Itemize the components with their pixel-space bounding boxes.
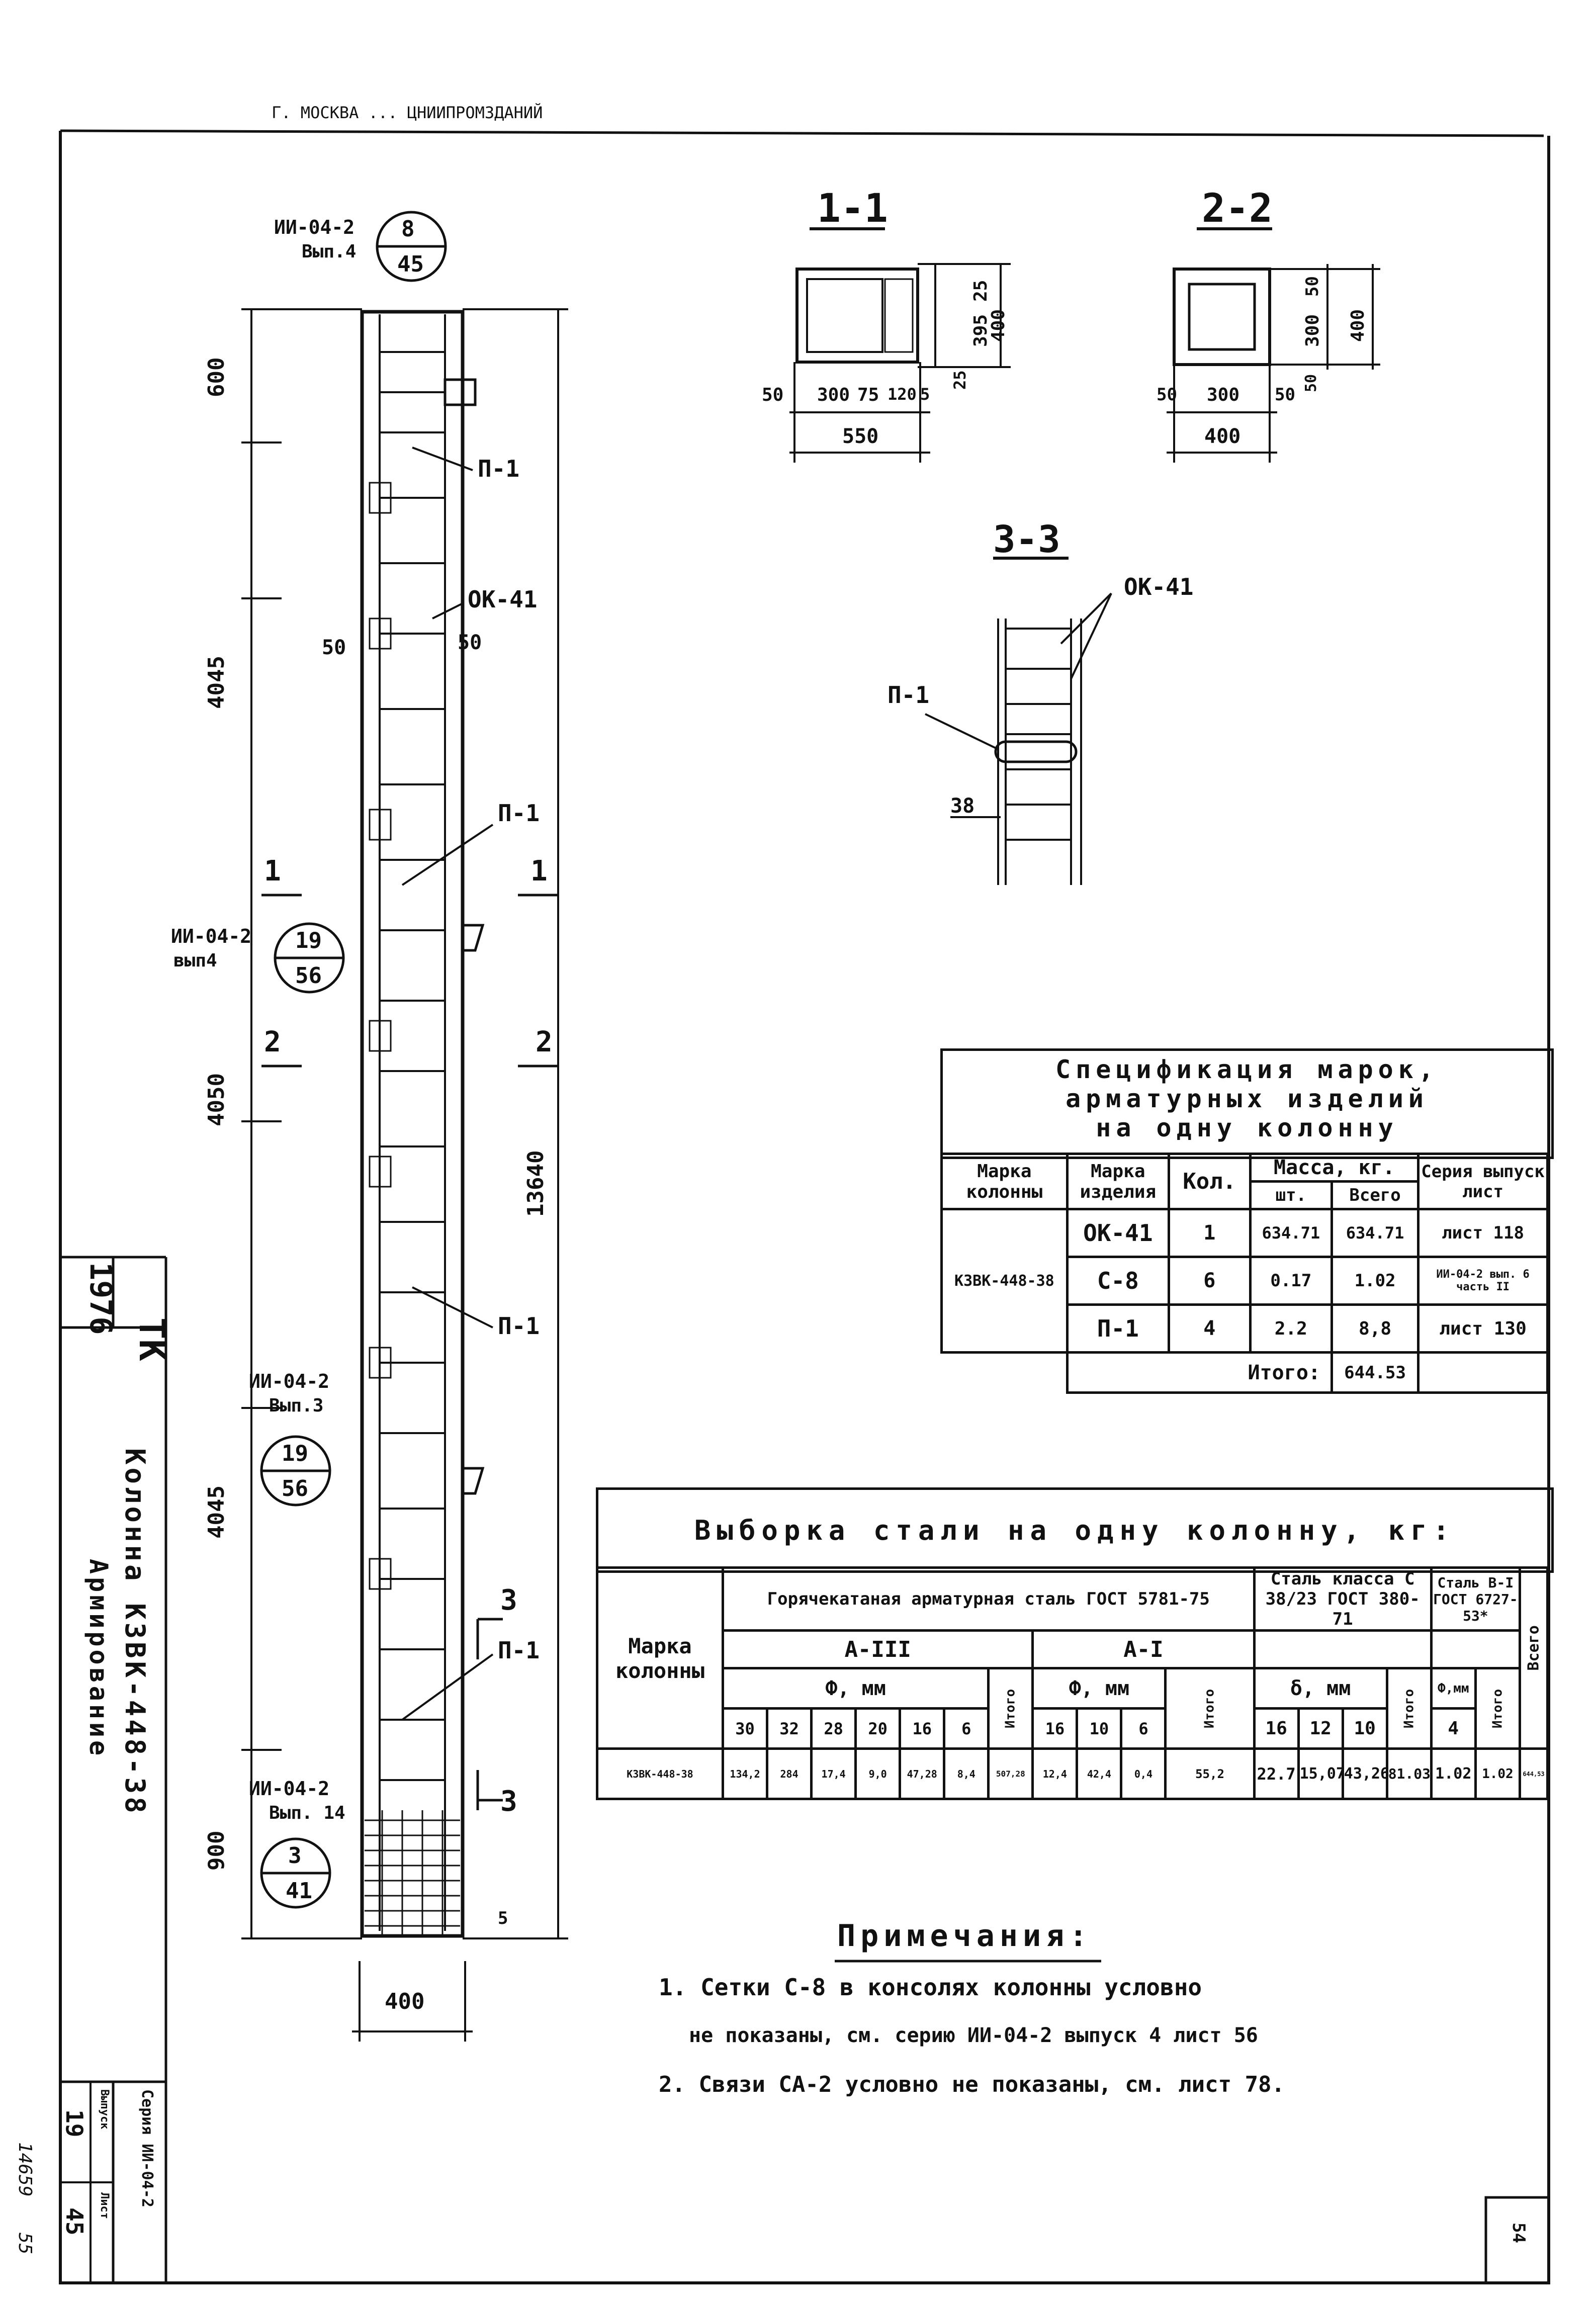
stamp-series: Серия ИИ-04-2 <box>138 2089 156 2207</box>
ref-num: 19 <box>295 928 322 953</box>
th-delta: 12 <box>1298 1709 1343 1749</box>
dim-text: 395 <box>970 314 991 347</box>
stamp-title-line2: Армирование <box>84 1559 113 1759</box>
th-item-mark: Марка изделия <box>1067 1154 1169 1209</box>
ref-series: ИИ-04-2 <box>274 216 355 238</box>
height-dim: 4050 <box>204 1073 229 1126</box>
note-line: 1. Сетки С-8 в консолях колонны условно <box>659 1974 1202 2001</box>
th-mass-total: Всего <box>1332 1182 1418 1209</box>
th-dia: 28 <box>812 1709 856 1749</box>
cell-total: 55,2 <box>1166 1749 1254 1799</box>
ref-issue: Вып.3 <box>269 1395 324 1416</box>
cell-value: 8,4 <box>944 1749 989 1799</box>
th-bi-dia: 4 <box>1431 1709 1475 1749</box>
dim-text: 25 <box>950 370 969 390</box>
dim-text: 120 <box>888 385 917 404</box>
th-class-steel: Сталь класса С 38/23 ГОСТ 380-71 <box>1254 1568 1431 1631</box>
th-total: Итого <box>1166 1668 1254 1749</box>
label-p1: П-1 <box>498 800 540 827</box>
cell-qty: 4 <box>1169 1305 1250 1353</box>
section-3-3-title: 3-3 <box>993 518 1060 561</box>
dim-text: 300 <box>1302 314 1323 347</box>
th-dia: 6 <box>944 1709 989 1749</box>
height-dim: 4045 <box>204 1485 229 1539</box>
section-mark: 3 <box>500 1785 517 1818</box>
cell-total-label: Итого: <box>1067 1353 1332 1393</box>
dim-text: 5 <box>920 385 930 404</box>
table-row <box>942 1209 1548 1257</box>
stamp-org: ТК <box>131 1317 173 1361</box>
th-a1: А-I <box>1033 1631 1254 1668</box>
th-total: Итого <box>1475 1668 1520 1749</box>
th-phi-mm2: Ф,мм <box>1431 1668 1475 1709</box>
ref-series: ИИ-04-2 <box>249 1778 330 1800</box>
section-mark: 2 <box>536 1026 553 1058</box>
stamp-sheet-label: Лист <box>98 2192 111 2219</box>
stamp-issue: 19 <box>61 2109 88 2138</box>
stamp-year: 1976 <box>83 1262 118 1335</box>
cell-total: 1.02 <box>1332 1257 1418 1305</box>
notes-title: Примечания: <box>837 1918 1093 1954</box>
ref-num: 19 <box>282 1441 308 1466</box>
ref-num: 3 <box>288 1843 302 1869</box>
archive-number: 14659 <box>15 2142 35 2197</box>
section-mark: 3 <box>500 1584 517 1617</box>
cell-qty: 1 <box>1169 1209 1250 1257</box>
cell-grand-total: 644,53 <box>1520 1749 1548 1799</box>
th-phi-mm: Ф, мм <box>1033 1668 1166 1709</box>
ref-series: ИИ-04-2 <box>171 925 252 947</box>
cell-value: 42,4 <box>1077 1749 1121 1799</box>
total-height-dim: 13640 <box>523 1150 549 1217</box>
section-1-1-title: 1-1 <box>817 186 888 231</box>
height-dim: 900 <box>204 1830 229 1871</box>
stamp-issue-label: Выпуск <box>98 2089 111 2130</box>
gap-dim: 5 <box>498 1908 508 1928</box>
cell-column-mark: К3ВК-448-38 <box>942 1209 1068 1353</box>
label-p1: П-1 <box>478 455 520 482</box>
section-mark: 2 <box>264 1026 281 1058</box>
dim-text: 400 <box>1204 425 1241 448</box>
dim-text: 400 <box>1348 309 1368 342</box>
table-row <box>597 1749 1548 1799</box>
section-2-2-title: 2-2 <box>1202 186 1273 231</box>
cell-total: 507,28 <box>989 1749 1033 1799</box>
th-a3: А-III <box>723 1631 1033 1668</box>
th-qty: Кол. <box>1169 1154 1250 1209</box>
stamp-title-line1: Колонна К3ВК-448-38 <box>119 1448 151 1816</box>
steel-table <box>596 1566 1549 1800</box>
th-delta: 16 <box>1254 1709 1298 1749</box>
th-dia: 10 <box>1077 1709 1121 1749</box>
cell-column-mark: К3ВК-448-38 <box>597 1749 723 1799</box>
th-column-mark: Марка колонны <box>942 1154 1068 1209</box>
th-delta: 10 <box>1343 1709 1387 1749</box>
label-38: 38 <box>950 794 975 818</box>
th-dia: 6 <box>1121 1709 1166 1749</box>
cell-value: 22.7 <box>1254 1749 1298 1799</box>
cell-unit: 0.17 <box>1250 1257 1332 1305</box>
dim-text: 25 <box>970 280 991 302</box>
cell-unit: 2.2 <box>1250 1305 1332 1353</box>
column-outline <box>362 312 463 1936</box>
dim-text: 550 <box>842 425 879 448</box>
section-mark: 1 <box>264 855 281 888</box>
cell-value: 284 <box>767 1749 812 1799</box>
cell-qty: 6 <box>1169 1257 1250 1305</box>
th-phi-mm: Ф, мм <box>723 1668 989 1709</box>
th-bi-steel: Сталь В-I ГОСТ 6727-53* <box>1431 1568 1520 1631</box>
ref-sheet: 56 <box>282 1476 308 1501</box>
dim-text: 50 <box>1302 276 1322 297</box>
spec-table-title: Спецификация марок, арматурных изделий на одну колонну <box>940 1048 1554 1159</box>
th-delta-mm: δ, мм <box>1254 1668 1387 1709</box>
corner-number: 54 <box>1509 2223 1529 2243</box>
section-mark: 1 <box>530 855 548 888</box>
note-line: не показаны, см. серию ИИ-04-2 выпуск 4 лист 56 <box>689 2024 1258 2047</box>
note-line: 2. Связи СА-2 условно не показаны, см. лист 78. <box>659 2072 1285 2097</box>
cell-value: 12,4 <box>1033 1749 1077 1799</box>
dim-text: 300 <box>817 385 850 405</box>
label-p1: П-1 <box>888 681 930 709</box>
th-mass: Масса, кг. <box>1250 1154 1418 1182</box>
cell-value: 15,07 <box>1298 1749 1343 1799</box>
ref-sheet: 45 <box>397 251 424 277</box>
table-total-row <box>942 1353 1548 1393</box>
label-50: 50 <box>322 636 346 659</box>
dim-text: 50 <box>1275 385 1295 405</box>
cell-total: 634.71 <box>1332 1209 1418 1257</box>
cell-series: лист 130 <box>1418 1305 1548 1353</box>
cell-item: С-8 <box>1067 1257 1169 1305</box>
cell-total: 8,8 <box>1332 1305 1418 1353</box>
label-p1: П-1 <box>498 1637 540 1664</box>
label-ok41: ОК-41 <box>468 586 538 613</box>
th-total: Итого <box>989 1668 1033 1749</box>
dim-text: 50 <box>762 385 784 405</box>
cell-value: 17,4 <box>812 1749 856 1799</box>
cell-series: ИИ-04-2 вып. 6 часть II <box>1418 1257 1548 1305</box>
ref-num: 8 <box>401 216 415 242</box>
page-number: 55 <box>15 2233 35 2255</box>
cell-value: 0,4 <box>1121 1749 1166 1799</box>
cell-value: 1.02 <box>1431 1749 1475 1799</box>
th-hot-rolled: Горячекатаная арматурная сталь ГОСТ 5781-75 <box>723 1568 1255 1631</box>
stamp-sheet: 45 <box>61 2207 88 2236</box>
cell-value: 134,2 <box>723 1749 767 1799</box>
spec-table <box>940 1153 1549 1394</box>
ref-issue: Вып. 14 <box>269 1803 345 1823</box>
cell-item: П-1 <box>1067 1305 1169 1353</box>
dim-text: 50 <box>1302 374 1320 392</box>
cell-item: ОК-41 <box>1067 1209 1169 1257</box>
dim-text: 400 <box>988 309 1009 342</box>
dim-text: 300 <box>1207 385 1240 405</box>
th-dia: 30 <box>723 1709 767 1749</box>
th-dia: 20 <box>856 1709 900 1749</box>
cell-value: 47,28 <box>900 1749 944 1799</box>
top-strip-text: Г. МОСКВА ... ЦНИИПРОМЗДАНИЙ <box>272 103 543 122</box>
th-total: Итого <box>1387 1668 1431 1749</box>
cell-total: 81.03 <box>1387 1749 1431 1799</box>
th-dia: 32 <box>767 1709 812 1749</box>
cell-value: 43,26 <box>1343 1749 1387 1799</box>
dim-text: 75 <box>857 385 879 405</box>
label-p1: П-1 <box>498 1312 540 1340</box>
th-dia: 16 <box>900 1709 944 1749</box>
cell-unit: 634.71 <box>1250 1209 1332 1257</box>
cell-total-value: 644.53 <box>1332 1353 1418 1393</box>
cell-value: 9,0 <box>856 1749 900 1799</box>
steel-table-title: Выборка стали на одну колонну, кг: <box>596 1487 1554 1573</box>
label-ok41: ОК-41 <box>1124 573 1194 600</box>
th-column-mark: Марка колонны <box>597 1568 723 1749</box>
label-50: 50 <box>458 631 482 654</box>
cell-total: 1.02 <box>1475 1749 1520 1799</box>
cell-series: лист 118 <box>1418 1209 1548 1257</box>
ref-sheet: 41 <box>286 1878 312 1904</box>
th-series: Серия выпуск лист <box>1418 1154 1548 1209</box>
ref-issue: вып4 <box>173 950 217 971</box>
dim-text: 50 <box>1157 385 1177 405</box>
th-dia: 16 <box>1033 1709 1077 1749</box>
width-dim: 400 <box>385 1989 425 2014</box>
ref-series: ИИ-04-2 <box>249 1370 330 1392</box>
th-grand-total: Всего <box>1520 1568 1548 1749</box>
ref-sheet: 56 <box>295 963 322 989</box>
th-mass-unit: шт. <box>1250 1182 1332 1209</box>
height-dim: 4045 <box>204 656 229 709</box>
ref-issue: Вып.4 <box>302 241 357 262</box>
height-dim: 600 <box>204 357 229 397</box>
